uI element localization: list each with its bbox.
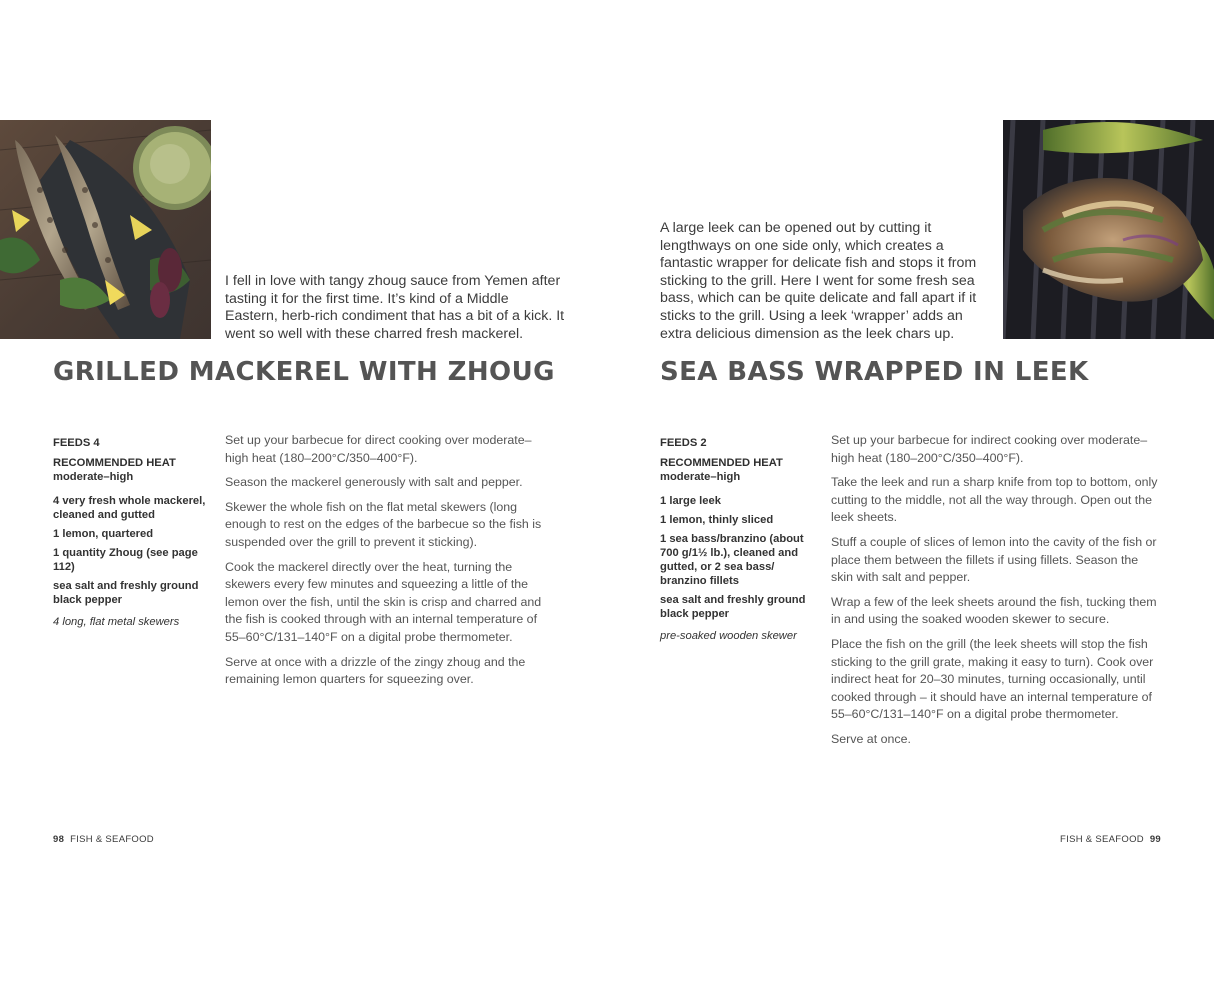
right-footer	[1060, 834, 1161, 845]
right-section-name: FISH & SEAFOOD	[1060, 834, 1144, 845]
right-heat-value: moderate–high	[660, 471, 741, 483]
method-step: Serve at once with a drizzle of the zingy zhoug and the remaining lemon quarters for squeezing over.	[225, 654, 526, 687]
right-ingredient-list	[660, 494, 810, 621]
sea-bass-leek-photo	[1003, 120, 1214, 339]
ingredient-item: 1 lemon, quartered	[53, 528, 154, 540]
right-feeds: FEEDS 2	[660, 437, 707, 449]
method-step: Cook the mackerel directly over the heat, turning the skewers every few minutes and squeezing a little of the lemon over the fish, until the skin is crisp and charred and the fish is cooked through with an internal temperature of 55–60°C/131–140°F on a digital probe thermometer.	[225, 559, 542, 644]
right-recipe-title: SEA BASS WRAPPED IN LEEK	[660, 357, 1089, 387]
left-intro: I fell in love with tangy zhoug sauce from Yemen after tasting it for the first time. It’s kind of a Middle Eastern, herb-rich condiment that has a bit of a kick. It went so well with these charred fresh mackerel.	[225, 273, 565, 342]
method-step: Season the mackerel generously with salt and pepper.	[225, 475, 523, 490]
left-method-column	[225, 432, 553, 696]
left-footer	[53, 834, 154, 845]
grilled-mackerel-photo	[0, 120, 211, 339]
method-step: Skewer the whole fish on the flat metal skewers (long enough to rest on the edges of the barbecue so the fish is suspended over the grill to prevent it sticking).	[225, 499, 542, 549]
ingredient-item: 1 lemon, thinly sliced	[660, 514, 774, 526]
method-step: Place the fish on the grill (the leek sheets will stop the fish sticking to the grill grate, making it easy to turn). Cook over indirect heat for 20–30 minutes, turning occasionally, until cooked through – it should have an internal temperature of 55–60°C/131–140°F on a digital probe thermometer.	[831, 636, 1154, 722]
left-section-name: FISH & SEAFOOD	[70, 834, 154, 845]
left-ingredient-list	[53, 494, 213, 607]
left-feeds: FEEDS 4	[53, 437, 100, 449]
ingredient-item: 4 very fresh whole mackerel, cleaned and gutted	[53, 495, 206, 521]
method-step: Serve at once.	[831, 731, 911, 746]
method-step: Stuff a couple of slices of lemon into the cavity of the fish or place them between the fillets if using fillets. Season the skin with salt and pepper.	[831, 534, 1157, 585]
left-heat-value: moderate–high	[53, 471, 134, 483]
ingredient-item: 1 sea bass/branzino (about 700 g/1½ lb.), cleaned and gutted, or 2 sea bass/ branzino fillets	[660, 533, 804, 587]
right-heat-label: RECOMMENDED HEAT	[660, 457, 783, 469]
left-recipe-title: GRILLED MACKEREL WITH ZHOUG	[53, 357, 555, 387]
right-page-number: 99	[1149, 834, 1161, 845]
right-equipment: pre-soaked wooden skewer	[660, 630, 797, 642]
ingredient-item: sea salt and freshly ground black pepper	[53, 580, 199, 606]
right-intro: A large leek can be opened out by cutting it lengthways on one side only, which creates a fantastic wrapper for delicate fish and stops it from sticking to the grill. Here I went for some fresh sea bass, which can be quite delicate and fall apart if it sticks to the grill. Using a leek ‘wrapper’ adds an extra delicious dimension as the leek chars up.	[660, 220, 977, 342]
method-step: Wrap a few of the leek sheets around the fish, tucking them in and using the soaked wooden skewer to secure.	[831, 594, 1157, 627]
method-step: Set up your barbecue for indirect cooking over moderate–high heat (180–200°C/350–400°F).	[831, 433, 1148, 465]
ingredient-item: sea salt and freshly ground black pepper	[660, 594, 806, 620]
right-method-column	[831, 432, 1163, 756]
left-equipment: 4 long, flat metal skewers	[53, 616, 180, 628]
left-page-number: 98	[53, 834, 65, 845]
ingredient-item: 1 quantity Zhoug (see page 112)	[53, 547, 198, 573]
grilled-mackerel-image	[0, 120, 211, 339]
method-step: Set up your barbecue for direct cooking over moderate–high heat (180–200°C/350–400°F).	[225, 433, 532, 465]
ingredient-item: 1 large leek	[660, 495, 721, 507]
right-ingredients-column	[660, 436, 810, 654]
method-step: Take the leek and run a sharp knife from top to bottom, only cutting to the middle, not all the way through. Open out the leek sheets.	[831, 475, 1158, 525]
left-ingredients-column	[53, 436, 213, 640]
left-heat-label: RECOMMENDED HEAT	[53, 457, 176, 469]
sea-bass-leek-image	[1003, 120, 1214, 339]
